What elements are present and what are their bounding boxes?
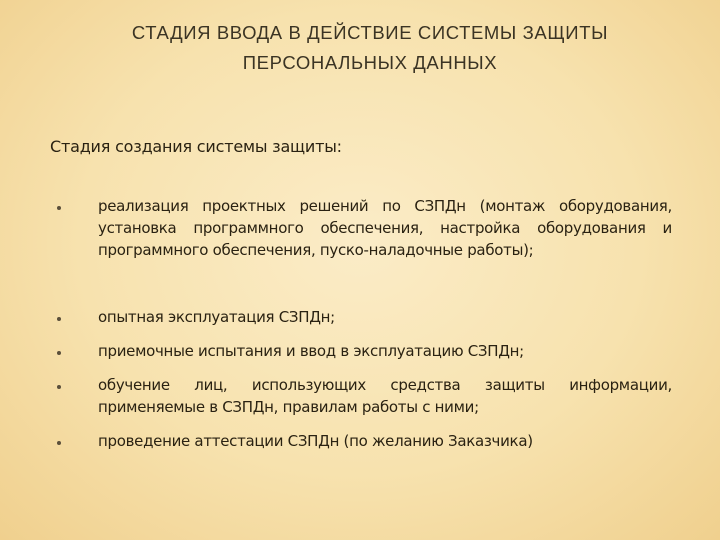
bullet-dot [57, 317, 61, 321]
bullet-dot [57, 441, 61, 445]
bullet-item-2: опытная эксплуатация СЗПДн; [98, 308, 335, 326]
slide-title-line-2: ПЕРСОНАЛЬНЫХ ДАННЫХ [242, 52, 498, 73]
bullet-item-1: реализация проектных решений по СЗПДн (монтаж оборудования, установка программного обеспечения, настройка оборудования и программного обеспечения, пуско-наладочные работы); [98, 197, 672, 259]
slide-title-line-1: СТАДИЯ ВВОДА В ДЕЙСТВИЕ СИСТЕМЫ ЗАЩИТЫ [131, 22, 609, 43]
bullet-dot [57, 385, 61, 389]
bullet-item-5: проведение аттестации СЗПДн (по желанию Заказчика) [98, 432, 533, 450]
section-subtitle: Стадия создания системы защиты: [50, 137, 342, 156]
bullet-item-4: обучение лиц, использующих средства защиты информации, применяемые в СЗПДн, правилам работы с ними; [98, 376, 672, 416]
bullet-item-3: приемочные испытания и ввод в эксплуатацию СЗПДн; [98, 342, 524, 360]
bullet-dot [57, 351, 61, 355]
bullet-dot [57, 206, 61, 210]
